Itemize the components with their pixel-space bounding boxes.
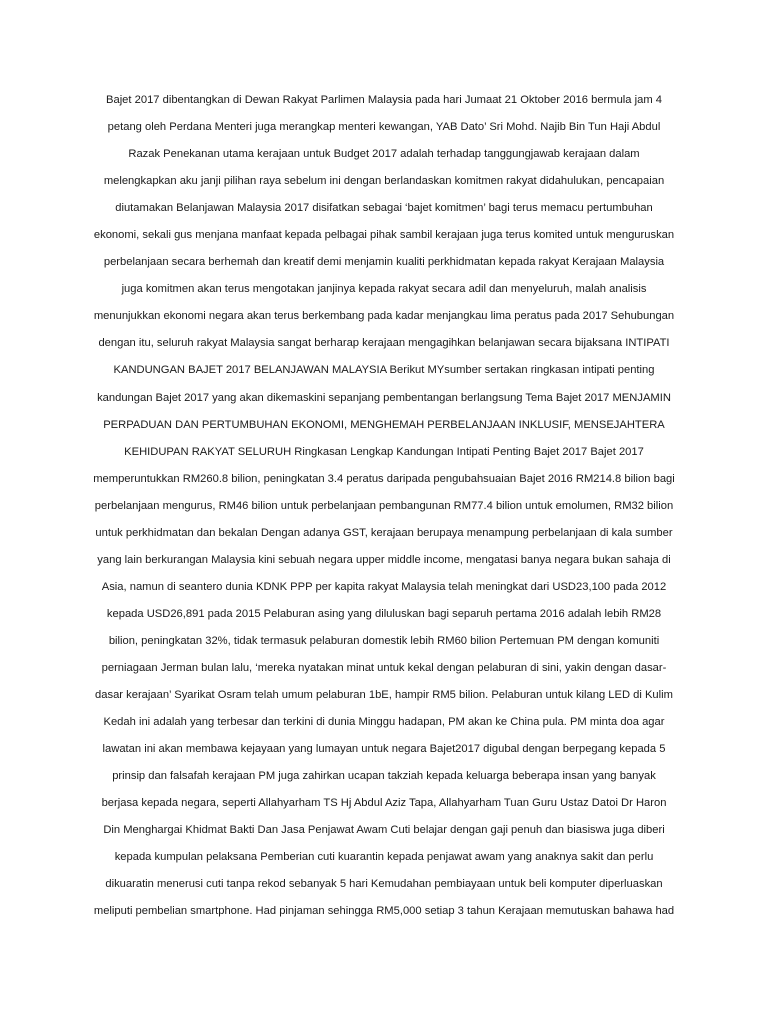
text-line: perniagaan Jerman bulan lalu, ‘mereka nyatakan minat untuk kekal dengan pelaburan di sini, yakin dengan dasar- xyxy=(101,661,667,674)
text-line: prinsip dan falsafah kerajaan PM juga zahirkan ucapan takziah kepada keluarga beberapa insan yang banyak xyxy=(112,770,656,783)
text-line: perbelanjaan secara berhemah dan kreatif demi menjamin kualiti perkhidmatan kepada rakyat Kerajaan Malaysia xyxy=(103,256,665,269)
text-line: Kedah ini adalah yang terbesar dan terkini di dunia Minggu hadapan, PM akan ke China pula. PM minta doa agar xyxy=(103,716,665,729)
text-line: dasar kerajaan’ Syarikat Osram telah umum pelaburan 1bE, hampir RM5 bilion. Pelaburan untuk kilang LED di Kulim xyxy=(95,689,673,702)
text-line: dengan itu, seluruh rakyat Malaysia sangat berharap kerajaan mengagihkan belanjawan secara bijaksana INTIPATI xyxy=(98,337,670,350)
text-line: Razak Penekanan utama kerajaan untuk Budget 2017 adalah terhadap tanggungjawab kerajaan dalam xyxy=(128,148,640,161)
text-line: perbelanjaan mengurus, RM46 bilion untuk perbelanjaan pembangunan RM77.4 bilion untuk emolumen, RM32 bilion xyxy=(94,499,674,512)
text-line: bilion, peningkatan 32%, tidak termasuk pelaburan domestik lebih RM60 bilion Pertemuan PM dengan komuniti xyxy=(108,634,660,647)
text-line: kepada USD26,891 pada 2015 Pelaburan asing yang diluluskan bagi separuh pertama 2016 adalah lebih RM28 xyxy=(106,607,662,620)
text-line: diutamakan Belanjawan Malaysia 2017 disifatkan sebagai ‘bajet komitmen’ bagi terus memacu pertumbuhan xyxy=(115,202,653,215)
text-line: PERPADUAN DAN PERTUMBUHAN EKONOMI, MENGHEMAH PERBELANJAAN INKLUSIF, MENSEJAHTERA xyxy=(103,418,665,431)
text-line: KANDUNGAN BAJET 2017 BELANJAWAN MALAYSIA Berikut MYsumber sertakan ringkasan intipati penting xyxy=(113,364,655,377)
text-line: kandungan Bajet 2017 yang akan dikemaskini sepanjang pembentangan berlangsung Tema Bajet 2017 MENJAMIN xyxy=(97,391,671,404)
text-line: kepada kumpulan pelaksana Pemberian cuti kuarantin kepada penjawat awam yang anaknya sakit dan perlu xyxy=(114,851,654,864)
text-line: KEHIDUPAN RAKYAT SELURUH Ringkasan Lengkap Kandungan Intipati Penting Bajet 2017 Bajet 2017 xyxy=(124,445,644,458)
text-line: yang lain berkurangan Malaysia kini sebuah negara upper middle income, mengatasi banya negara bukan sahaja di xyxy=(97,553,671,566)
text-line: menunjukkan ekonomi negara akan terus berkembang pada kadar menjangkau lima peratus pada 2017 Sehubungan xyxy=(93,310,675,323)
text-line: dikuaratin menerusi cuti tanpa rekod sebanyak 5 hari Kemudahan pembiayaan untuk beli komputer diperluaskan xyxy=(105,878,663,891)
text-line: ekonomi, sekali gus menjana manfaat kepada pelbagai pihak sambil kerajaan juga terus komited untuk menguruskan xyxy=(93,229,675,242)
text-line: memperuntukkan RM260.8 bilion, peningkatan 3.4 peratus daripada pengubahsuaian Bajet 2016 RM214.8 bilion bagi xyxy=(93,472,675,485)
document-body xyxy=(76,90,692,928)
text-line: Asia, namun di seantero dunia KDNK PPP per kapita rakyat Malaysia telah meningkat dari USD23,100 pada 2012 xyxy=(101,580,667,593)
text-line: petang oleh Perdana Menteri juga merangkap menteri kewangan, YAB Dato’ Sri Mohd. Najib Bin Tun Haji Abdul xyxy=(107,121,661,134)
text-line: untuk perkhidmatan dan bekalan Dengan adanya GST, kerajaan berupaya menampung perbelanjaan di kala sumber xyxy=(95,526,673,539)
text-line: meliputi pembelian smartphone. Had pinjaman sehingga RM5,000 setiap 3 tahun Kerajaan memutuskan bahawa had xyxy=(93,905,675,918)
text-line: lawatan ini akan membawa kejayaan yang lumayan untuk negara Bajet2017 digubal dengan berpegang kepada 5 xyxy=(102,743,666,756)
text-line: Din Menghargai Khidmat Bakti Dan Jasa Penjawat Awam Cuti belajar dengan gaji penuh dan biasiswa juga diberi xyxy=(103,824,665,837)
text-line: Bajet 2017 dibentangkan di Dewan Rakyat Parlimen Malaysia pada hari Jumaat 21 Oktober 2016 bermula jam 4 xyxy=(106,94,662,106)
text-line: berjasa kepada negara, seperti Allahyarham TS Hj Abdul Aziz Tapa, Allahyarham Tuan Guru Ustaz Datoi Dr Haron xyxy=(101,797,667,810)
text-line: juga komitmen akan terus mengotakan janjinya kepada rakyat secara adil dan menyeluruh, malah analisis xyxy=(121,283,647,296)
text-line: melengkapkan aku janji pilihan raya sebelum ini dengan berlandaskan komitmen rakyat didahulukan, pencapaian xyxy=(103,175,665,188)
